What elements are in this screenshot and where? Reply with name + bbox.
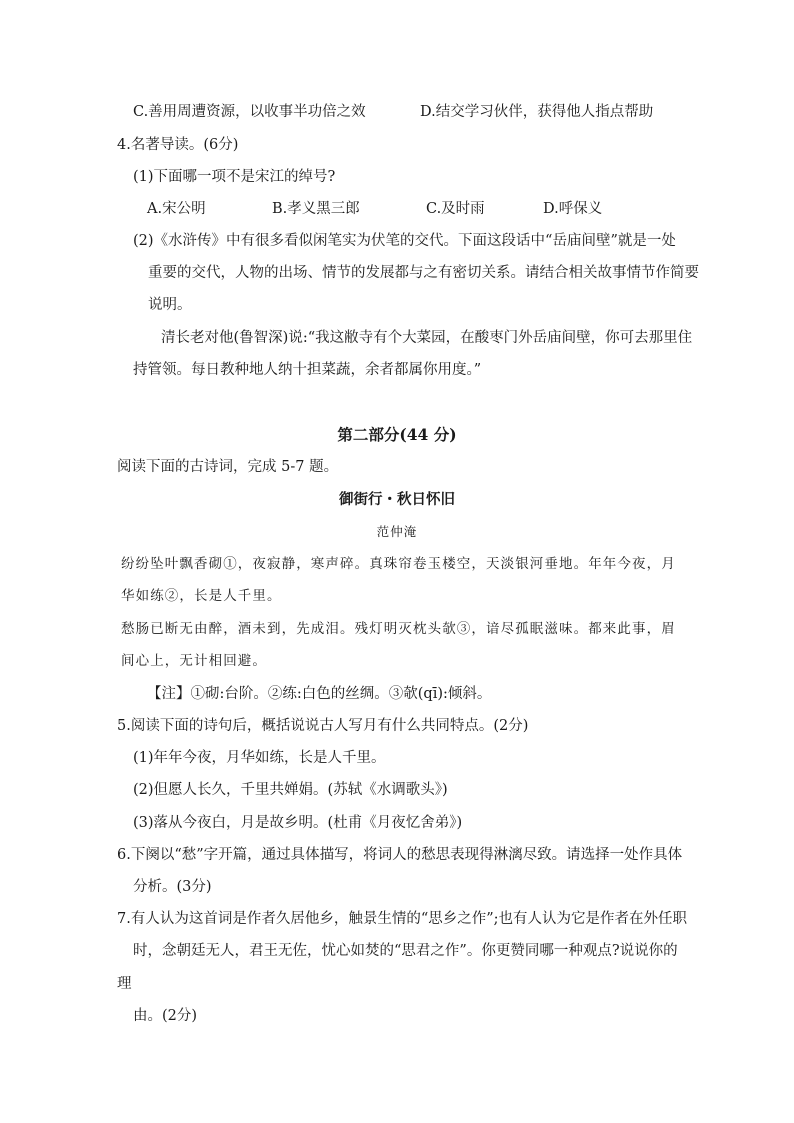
q5-heading: 5.阅读下面的诗句后，概括说说古人写月有什么共同特点。(2分) bbox=[117, 718, 529, 734]
poem-title: 御街行・秋日怀旧 bbox=[339, 491, 455, 508]
q6-line: 6.下阕以“愁”字开篇，通过具体描写，将词人的愁思表现得淋漓尽致。请选择一处作具体 bbox=[117, 847, 683, 863]
q4-sub1-question: (1)下面哪一项不是宋江的绰号? bbox=[133, 169, 336, 185]
q3-option-d: D.结交学习伙伴，获得他人指点帮助 bbox=[420, 104, 654, 120]
q4-sub2-line: 重要的交代，人物的出场、情节的发展都与之有密切关系。请结合相关故事情节作简要 bbox=[148, 265, 699, 281]
q5-item: (1)年年今夜，月华如练，长是人千里。 bbox=[133, 750, 386, 766]
q5-item: (2)但愿人长久，千里共婵娟。(苏轼《水调歌头》) bbox=[133, 782, 448, 798]
q4-option-b: B.孝义黑三郎 bbox=[272, 201, 360, 217]
poem-line: 纷纷坠叶飘香砌①，夜寂静，寒声碎。真珠帘卷玉楼空，天淡银河垂地。年年今夜，月 bbox=[121, 556, 676, 572]
q7-line: 理 bbox=[117, 976, 132, 992]
q4-quote-line: 持管领。每日教种地人纳十担菜蔬，余者都属你用度。” bbox=[133, 362, 482, 378]
q7-line: 时，念朝廷无人，君王无佐，忧心如焚的“思君之作”。你更赞同哪一种观点?说说你的 bbox=[133, 943, 678, 959]
q4-heading: 4.名著导读。(6分) bbox=[117, 137, 239, 153]
q4-option-c: C.及时雨 bbox=[426, 201, 485, 217]
part2-instruction: 阅读下面的古诗词，完成 5-7 题。 bbox=[117, 459, 339, 475]
part2-title: 第二部分(44 分) bbox=[337, 425, 457, 444]
q7-line: 由。(2分) bbox=[133, 1008, 198, 1024]
q4-quote-line: 清长老对他(鲁智深)说:“我这敝寺有个大菜园，在酸枣门外岳庙间壁，你可去那里住 bbox=[161, 330, 693, 346]
q4-option-a: A.宋公明 bbox=[147, 201, 206, 217]
q7-line: 7.有人认为这首词是作者久居他乡，触景生情的“思乡之作”;也有人认为它是作者在外任职 bbox=[117, 911, 688, 927]
q4-option-d: D.呼保义 bbox=[543, 201, 603, 217]
poem-line: 间心上，无计相回避。 bbox=[121, 653, 267, 669]
poem-line: 华如练②，长是人千里。 bbox=[121, 588, 282, 604]
q5-item: (3)落从今夜白，月是故乡明。(杜甫《月夜忆舍弟》) bbox=[133, 815, 463, 831]
q6-line: 分析。(3分) bbox=[133, 879, 212, 895]
poem-note: 【注】①砌:台阶。②练:白色的丝绸。③欹(qī):倾斜。 bbox=[147, 686, 492, 702]
poem-author: 范仲淹 bbox=[376, 524, 418, 539]
q4-sub2-line: 说明。 bbox=[148, 297, 192, 313]
q4-sub2-line: (2)《水浒传》中有很多看似闲笔实为伏笔的交代。下面这段话中“岳庙间壁”就是一处 bbox=[133, 233, 676, 249]
q3-option-c: C.善用周遭资源，以收事半功倍之效 bbox=[133, 104, 366, 120]
poem-line: 愁肠已断无由醉，酒未到，先成泪。残灯明灭枕头欹③，谙尽孤眠滋味。都来此事，眉 bbox=[121, 621, 676, 637]
